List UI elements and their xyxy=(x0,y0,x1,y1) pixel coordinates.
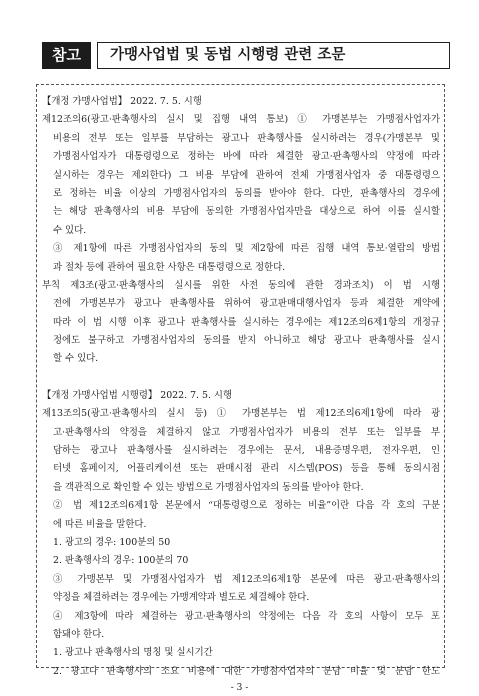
page-number: - 3 - xyxy=(230,683,249,693)
section1-line: 실시하는 경우는 제외한다) 그 비용 부담에 관하여 전체 가맹점사업자 중 대통령령으 xyxy=(53,169,440,181)
section2-line: 2. 판촉행사의 경우: 100분의 70 xyxy=(53,555,189,567)
doc-header xyxy=(42,42,438,69)
section1-line: 따라 이 법 시행 이후 광고나 판촉행사를 실시하는 경우에는 제12조의6제1항의 개정규 xyxy=(53,316,440,328)
doc-title: 가맹사업법 및 동법 시행령 관련 조문 xyxy=(97,42,450,69)
section2-line: 2. 광고나 판촉행사의 소요 비용에 대한 가맹점사업자의 분담 비율 및 분담 한도 xyxy=(53,665,440,677)
section1-line: 로 정하는 비율 이상의 가맹점사업자의 동의를 받아야 한다. 다만, 판촉행사의 경우에 xyxy=(53,187,440,199)
section2-heading: 【개정 가맹사업법 시행령】 2022. 7. 5. 시행 xyxy=(42,389,233,401)
section1-line: 전에 가맹본부가 광고나 판촉행사를 위하여 광고판매대행사업자 등과 체결한 계약에 xyxy=(53,298,440,310)
section1-line: 할 수 있다. xyxy=(53,353,99,365)
reference-tag: 참고 xyxy=(42,42,91,69)
section2-line: ④ 제3항에 따라 체결하는 광고·판촉행사의 약정에는 다음 각 호의 사항이 모두 포 xyxy=(53,610,440,622)
section1-line: 부칙 제3조(광고·판촉행사의 실시를 위한 사전 동의에 관한 경과조치) 이 법 시행 xyxy=(42,279,440,291)
section2-line: ② 법 제12조의6제1항 본문에서 “대통령령으로 정하는 비율”이란 다음 각 호의 구분 xyxy=(53,500,440,512)
section2-line: 고·판촉행사의 약정을 체결하지 않고 가맹점사업자가 비용의 전부 또는 일부를 부 xyxy=(53,426,440,438)
section1-line: 과 절차 등에 관하여 필요한 사항은 대통령령으로 정한다. xyxy=(53,261,286,273)
section1-line: ③ 제1항에 따른 가맹점사업자의 동의 및 제2항에 따른 집행 내역 통보·열람의 방법 xyxy=(53,243,440,255)
section2-line: 함돼야 한다. xyxy=(53,628,105,640)
section1-line: 는 해당 판촉행사의 비용 부담에 동의한 가맹점사업자만을 대상으로 하여 이를 실시할 xyxy=(53,206,440,218)
section2-line: 약정을 체결하려는 경우에는 가맹계약과 별도로 체결해야 한다. xyxy=(53,592,310,604)
section2-line: 에 따른 비율을 말한다. xyxy=(53,518,147,530)
section1-line: 비용의 전부 또는 일부를 부담하는 광고나 판촉행사를 실시하려는 경우(가맹본부 및 xyxy=(53,132,440,144)
section2-line: ③ 가맹본부 및 가맹점사업자가 법 제12조의6제1항 본문에 따른 광고·판촉행사의 xyxy=(53,573,440,585)
section2-line: 터넷 홈페이지, 어플리케이션 또는 판매시점 관리 시스템(POS) 등을 통해 동의시점 xyxy=(53,463,440,475)
content-body xyxy=(42,93,440,681)
section2-line: 담하는 광고나 판촉행사를 실시하려는 경우에는 문서, 내용증명우편, 전자우편, 인 xyxy=(53,445,440,457)
section1-line: 가맹점사업자가 대통령령으로 정하는 바에 따라 체결한 광고·판촉행사의 약정에 따라 xyxy=(53,151,440,163)
section2-line: 1. 광고나 판촉행사의 명칭 및 실시기간 xyxy=(53,647,213,659)
section1-line: 수 있다. xyxy=(53,224,87,236)
section2-line: 1. 광고의 경우: 100분의 50 xyxy=(53,536,171,548)
section1-line: 제12조의6(광고·판촉행사의 실시 및 집행 내역 통보) ① 가맹본부는 가맹점사업자가 xyxy=(42,114,440,126)
section1-heading: 【개정 가맹사업법】 2022. 7. 5. 시행 xyxy=(42,96,202,107)
section2-line: 제13조의5(광고·판촉행사의 실시 등) ① 가맹본부는 법 제12조의6제1항에 따라 광 xyxy=(42,408,440,420)
section1-line: 정에도 불구하고 가맹점사업자의 동의를 받지 아니하고 해당 광고나 판촉행사를 실시 xyxy=(53,335,440,347)
section2-line: 을 객관적으로 확인할 수 있는 방법으로 가맹점사업자의 동의를 받아야 한다. xyxy=(53,481,364,493)
